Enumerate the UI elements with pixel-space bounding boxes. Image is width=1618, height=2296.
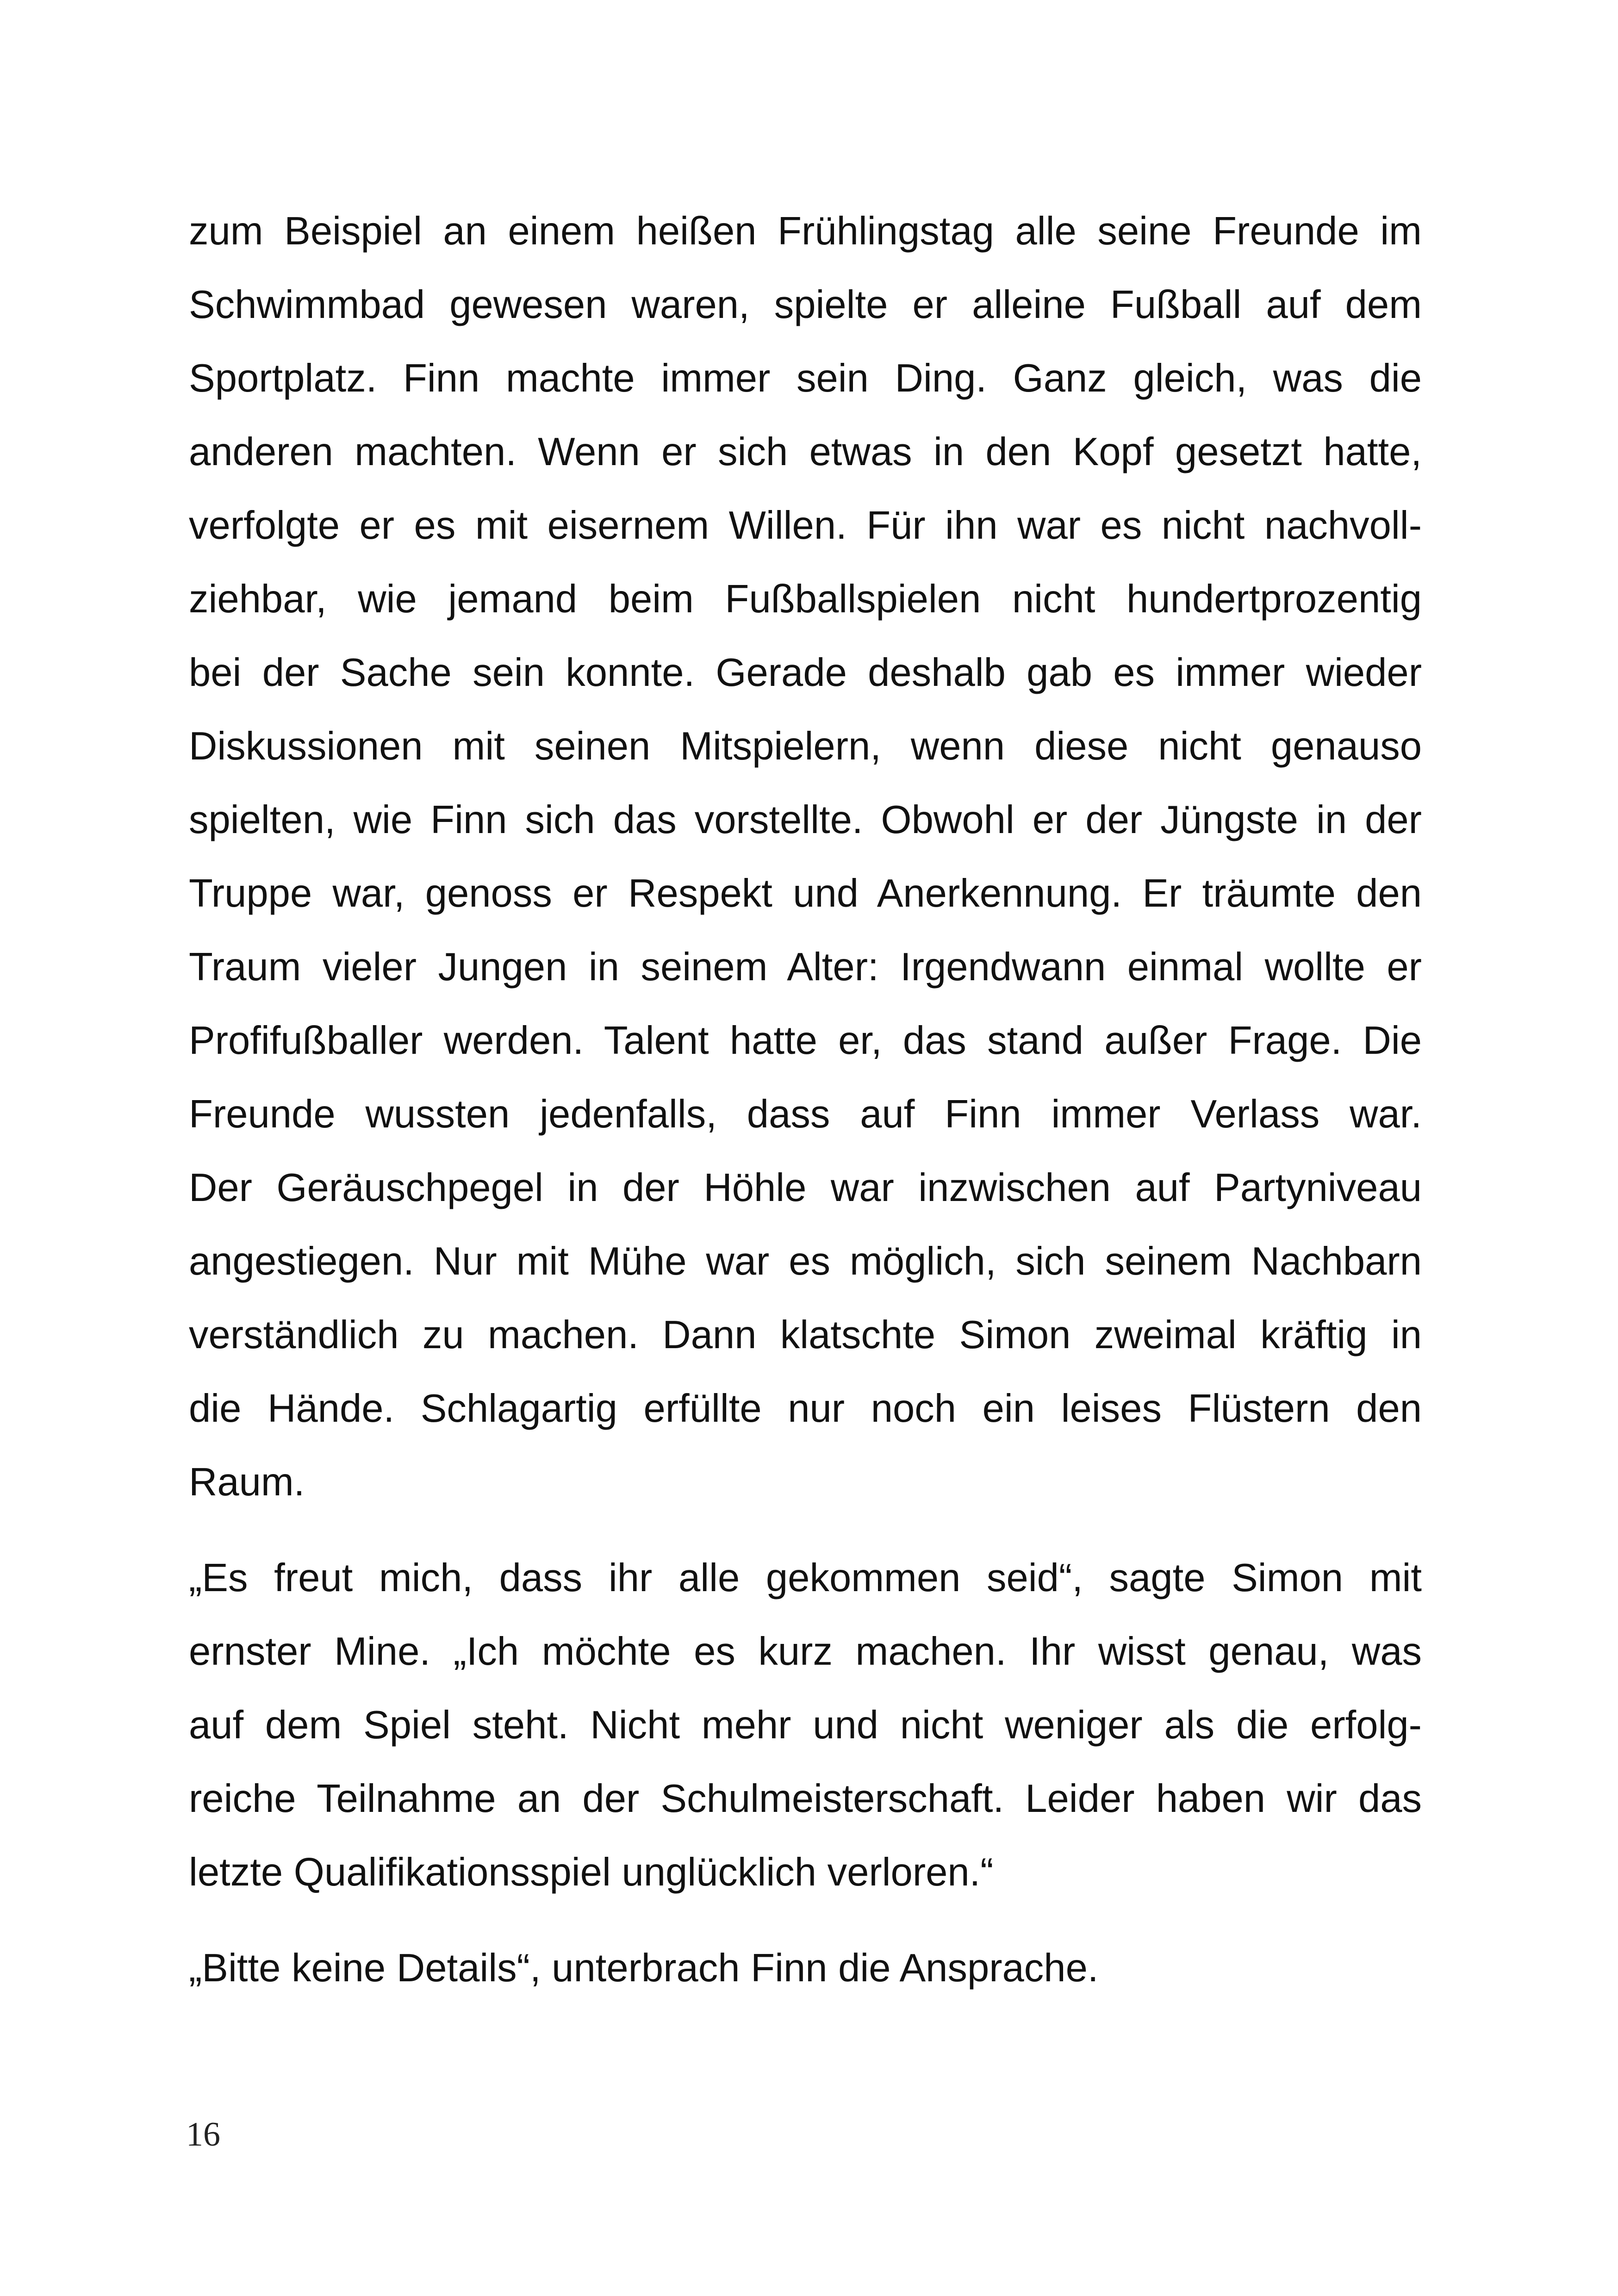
text-line: Diskussionen mit seinen Mitspielern, wenn diese nicht genauso <box>189 724 1422 768</box>
text-line: Traum vieler Jungen in seinem Alter: Irgendwann einmal wollte er <box>189 945 1422 989</box>
text-line: zum Beispiel an einem heißen Frühlingstag alle seine Freunde im <box>189 209 1422 253</box>
paragraph <box>189 194 1422 1519</box>
page-number: 16 <box>186 2116 220 2153</box>
text-line: anderen machten. Wenn er sich etwas in den Kopf gesetzt hatte, <box>189 430 1422 474</box>
text-line: bei der Sache sein konnte. Gerade deshalb gab es immer wieder <box>189 651 1422 695</box>
text-line: „Es freut mich, dass ihr alle gekommen seid“, sagte Simon mit <box>189 1556 1422 1600</box>
text-line: spielten, wie Finn sich das vorstellte. Obwohl er der Jüngste in der <box>189 798 1422 842</box>
text-line: angestiegen. Nur mit Mühe war es möglich, sich seinem Nachbarn <box>189 1239 1422 1283</box>
paragraph <box>189 1541 1422 1909</box>
text-line: verständlich zu machen. Dann klatschte Simon zweimal kräftig in <box>189 1313 1422 1357</box>
text-line: reiche Teilnahme an der Schulmeisterschaft. Leider haben wir das <box>189 1777 1422 1821</box>
paragraph-spacing <box>189 1909 1422 1931</box>
text-line: letzte Qualifikationsspiel unglücklich verloren.“ <box>189 1850 994 1894</box>
text-line: verfolgte er es mit eisernem Willen. Für ihn war es nicht nachvoll- <box>189 504 1422 548</box>
text-line: Freunde wussten jedenfalls, dass auf Finn immer Verlass war. <box>189 1092 1422 1136</box>
text-line: ernster Mine. „Ich möchte es kurz machen. Ihr wisst genau, was <box>189 1630 1422 1674</box>
text-line: die Hände. Schlagartig erfüllte nur noch ein leises Flüstern den <box>189 1387 1422 1431</box>
text-line: ziehbar, wie jemand beim Fußballspielen nicht hundertprozentig <box>189 577 1422 621</box>
text-line: „Bitte keine Details“, unterbrach Finn die Ansprache. <box>189 1946 1099 1990</box>
text-line: Truppe war, genoss er Respekt und Anerkennung. Er träumte den <box>189 871 1422 915</box>
text-line: Sportplatz. Finn machte immer sein Ding. Ganz gleich, was die <box>189 356 1422 400</box>
text-line: Raum. <box>189 1460 305 1504</box>
text-line: Schwimmbad gewesen waren, spielte er alleine Fußball auf dem <box>189 283 1422 327</box>
text-line: auf dem Spiel steht. Nicht mehr und nicht weniger als die erfolg- <box>189 1703 1422 1747</box>
text-line: Der Geräuschpegel in der Höhle war inzwischen auf Partyniveau <box>189 1166 1422 1210</box>
paragraph <box>189 1931 1422 2005</box>
paragraph-spacing <box>189 1519 1422 1541</box>
body-text <box>189 194 1422 2005</box>
text-line: Profifußballer werden. Talent hatte er, das stand außer Frage. Die <box>189 1019 1422 1063</box>
